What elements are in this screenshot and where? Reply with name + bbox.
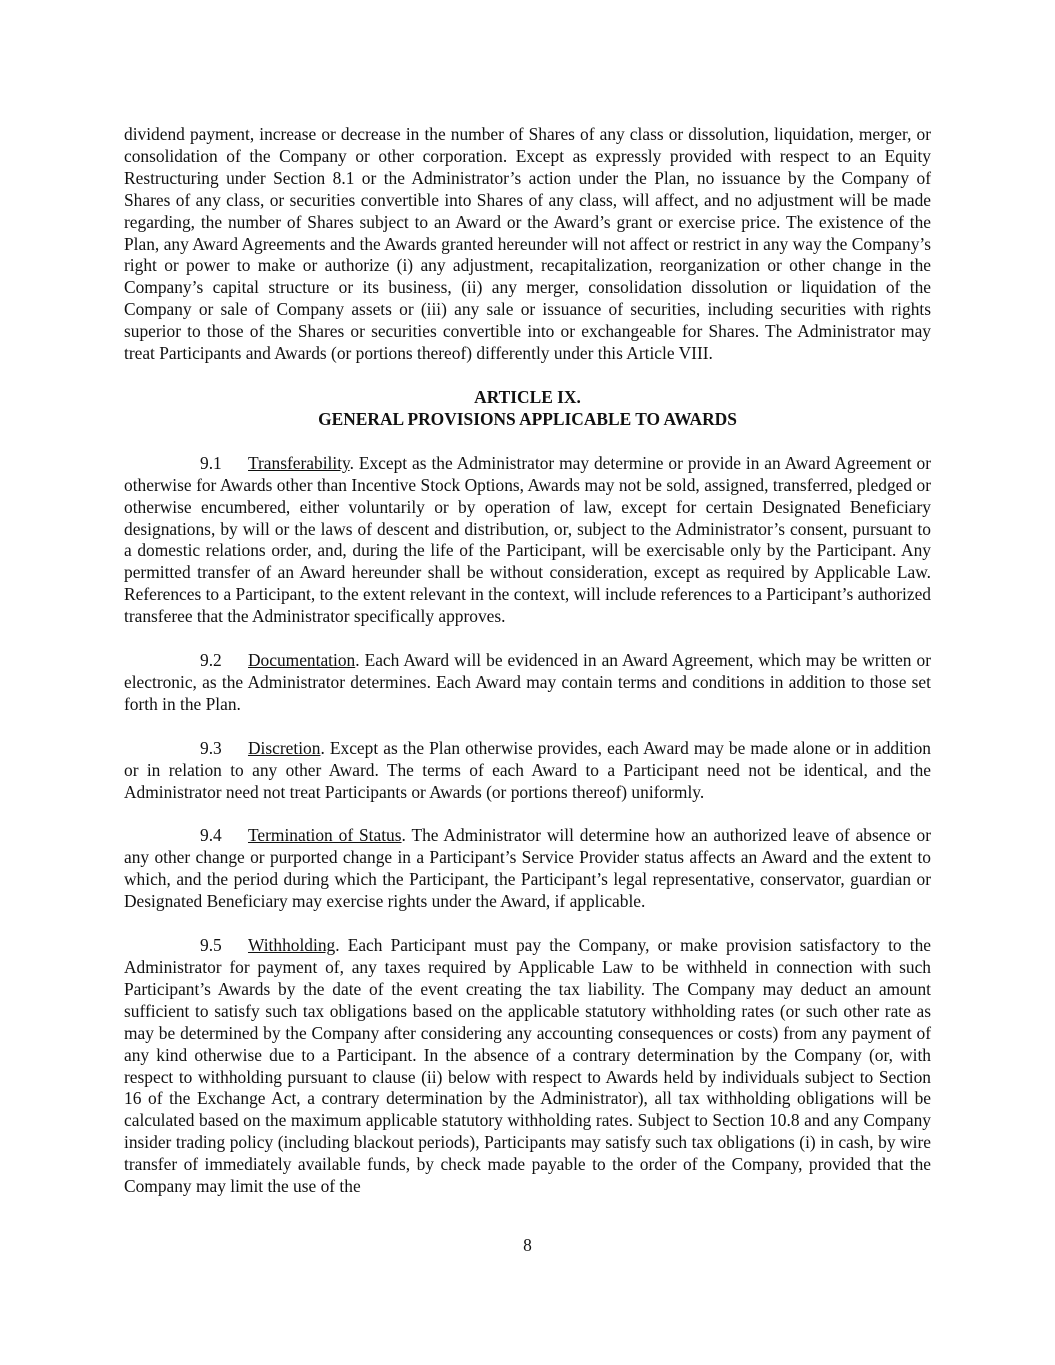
section-9-4 <box>124 825 931 913</box>
section-9-2 <box>124 650 931 716</box>
section-body: . Except as the Administrator may determine or provide in an Award Agreement or otherwise for Awards other than Incentive Stock Options, Awards may not be sold, assigned, transferred, pledged or otherwise encumbered, either voluntarily or by operation of law, except for certain Designated Beneficiary designations, by will or the laws of descent and distribution, or, subject to the Administrator’s consent, pursuant to a domestic relations order, and, during the life of the Participant, will be exercisable only by the Participant. Any permitted transfer of an Award hereunder shall be without consideration, except as required by Applicable Law. References to a Participant, to the extent relevant in the context, will include references to a Participant’s authorized transferee that the Administrator specifically approves. <box>124 452 931 627</box>
intro-paragraph: dividend payment, increase or decrease in the number of Shares of any class or dissolution, liquidation, merger, or consolidation of the Company or other corporation. Except as expressly provided with respect to an Equity Restructuring under Section 8.1 or the Administrator’s action under the Plan, no issuance by the Company of Shares of any class, or securities convertible into Shares of any class, will affect, and no adjustment will be made regarding, the number of Shares subject to an Award or the Award’s grant or exercise price. The existence of the Plan, any Award Agreements and the Awards granted hereunder will not affect or restrict in any way the Company’s right or power to make or authorize (i) any adjustment, recapitalization, reorganization or other change in the Company’s capital structure or its business, (ii) any merger, consolidation dissolution or liquidation of the Company or sale of Company assets or (iii) any sale or issuance of securities, including securities with rights superior to those of the Shares or securities convertible into or exchangeable for Shares. The Administrator may treat Participants and Awards (or portions thereof) differently under this Article VIII. <box>124 124 931 364</box>
section-body: . Except as the Plan otherwise provides, each Award may be made alone or in addition or in relation to any other Award. The terms of each Award to a Participant need not be identical, and the Administrator need not treat Participants or Awards (or portions thereof) uniformly. <box>124 737 931 802</box>
section-number: 9.4 <box>200 825 222 846</box>
section-title: Transferability <box>248 452 350 473</box>
section-number: 9.3 <box>200 737 222 758</box>
section-title: Termination of Status <box>248 825 402 846</box>
section-number: 9.2 <box>200 650 222 671</box>
article-heading <box>124 387 931 431</box>
section-title: Documentation <box>248 650 356 671</box>
section-body: . Each Award will be evidenced in an Award Agreement, which may be written or electronic, as the Administrator determines. Each Award may contain terms and conditions in addition to those set forth in the Plan. <box>124 650 931 714</box>
section-body: . The Administrator will determine how an authorized leave of absence or any other change or purported change in a Participant’s Service Provider status affects an Award and the extent to which, and the period during which the Participant, the Participant’s legal representative, conservator, guardian or Designated Beneficiary may exercise rights under the Award, if applicable. <box>124 825 931 912</box>
article-title: GENERAL PROVISIONS APPLICABLE TO AWARDS <box>318 408 737 429</box>
page-number: 8 <box>523 1235 532 1255</box>
section-number: 9.5 <box>200 935 222 956</box>
section-title: Discretion <box>248 737 321 758</box>
section-title: Withholding <box>248 935 336 956</box>
article-number: ARTICLE IX. <box>474 386 581 407</box>
section-9-5 <box>124 935 931 1198</box>
document-page <box>124 124 931 1198</box>
section-9-1 <box>124 453 931 628</box>
section-body: . Each Participant must pay the Company, or make provision satisfactory to the Administrator for payment of, any taxes required by Applicable Law to be withheld in connection with such Participant’s Awards by the date of the event creating the tax liability. The Company may deduct an amount sufficient to satisfy such tax obligations based on the applicable statutory withholding rates (or such other rate as may be determined by the Company after considering any accounting consequences or costs) from any payment of any kind otherwise due to a Participant. In the absence of a contrary determination by the Company (or, with respect to withholding pursuant to clause (ii) below with respect to Awards held by individuals subject to Section 16 of the Exchange Act, a contrary determination by the Administrator), all tax withholding obligations will be calculated based on the maximum applicable statutory withholding rates. Subject to Section 10.8 and any Company insider trading policy (including blackout periods), Participants may satisfy such tax obligations (i) in cash, by wire transfer of immediately available funds, by check made payable to the order of the Company, provided that the Company may limit the use of the <box>124 935 931 1197</box>
section-9-3 <box>124 738 931 804</box>
section-number: 9.1 <box>200 452 222 473</box>
